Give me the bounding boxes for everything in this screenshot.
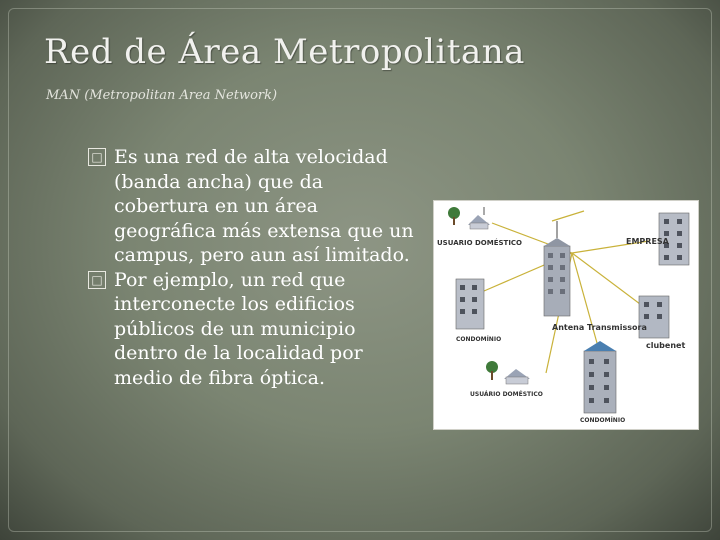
bullet-text: Por ejemplo, un red que interconecte los edificios públicos de un municipio dentro de la localidad por medio de fibra óptica.	[114, 268, 363, 389]
condominium-building-icon	[456, 279, 484, 329]
label-usuario-domestico: USUÁRIO DOMÉSTICO	[470, 391, 543, 398]
house-icon	[486, 361, 530, 384]
slide-title: Red de Área Metropolitana	[44, 32, 525, 72]
bullet-item	[88, 268, 418, 391]
label-antena: Antena Transmissora	[552, 323, 647, 332]
slide-subtitle: MAN (Metropolitan Area Network)	[46, 88, 278, 103]
link-line	[552, 211, 584, 221]
bullet-list	[88, 145, 418, 390]
house-icon	[448, 207, 490, 229]
man-network-illustration	[433, 200, 699, 430]
label-condominio: CONDOMÍNIO	[580, 417, 626, 424]
label-clubenet: clubenet	[646, 341, 686, 350]
condominium-building-icon	[584, 341, 616, 413]
bullet-box-icon: □	[88, 271, 106, 289]
antenna-tower-icon	[544, 221, 570, 316]
label-condominio: CONDOMÍNIO	[456, 336, 502, 343]
label-usuario-domestico: USUARIO DOMÉSTICO	[437, 239, 523, 247]
bullet-box-icon: □	[88, 148, 106, 166]
label-empresa: EMPRESA	[626, 237, 669, 246]
bullet-item	[88, 145, 418, 268]
bullet-text: Es una red de alta velocidad (banda ancha) que da cobertura en un área geográfica más extensa que un campus, pero aun así limitado.	[114, 146, 414, 266]
